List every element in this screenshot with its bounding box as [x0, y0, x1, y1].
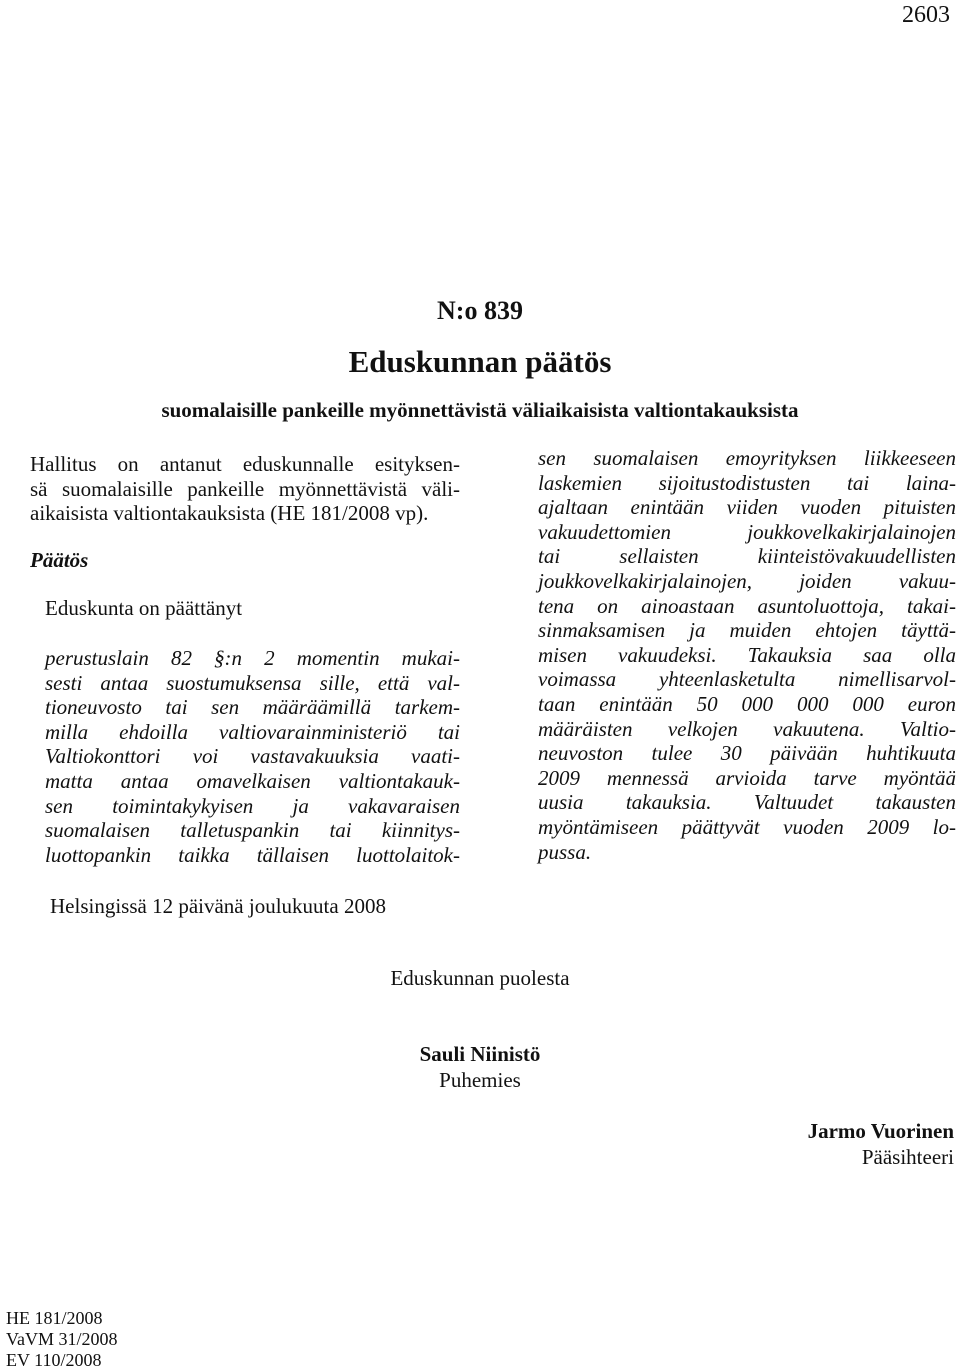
page-number: 2603	[902, 2, 950, 28]
text-line: tena on ainoastaan asuntoluottoja, takai-	[538, 593, 956, 618]
text-line: vakuudettomien joukkovelkakirjalainojen	[538, 519, 956, 544]
text-line: pussa.	[538, 839, 592, 864]
text-line: tai sellaisten kiinteistövakuudellisten	[538, 544, 956, 569]
secretary-signature-block	[808, 1118, 954, 1170]
text-line: Valtiokonttori voi vastavakuuksia vaati-	[45, 744, 460, 769]
text-line: neuvoston tulee 30 päivään huhtikuuta	[538, 741, 956, 766]
text-line: joukkovelkakirjalainojen, joiden vakuu-	[538, 568, 956, 593]
text-line: perustuslain 82 §:n 2 momentin mukai-	[45, 646, 460, 670]
intro-line: aikaisista valtiontakauksista (HE 181/2008 vp).	[30, 501, 429, 526]
section-heading: Päätös	[30, 548, 89, 572]
text-line: tioneuvosto tai sen määräämillä tarkem-	[45, 695, 460, 720]
reference: VaVM 31/2008	[6, 1329, 118, 1349]
text-line: 2009 mennessä arvioida tarve myöntää	[538, 765, 956, 790]
text-line: milla ehdoilla valtiovarainministeriö tai	[45, 719, 460, 744]
text-line: luottopankin taikka tällaisen luottolaitok-	[45, 842, 460, 867]
text-line: sinmaksamisen ja muiden ehtojen täyttä-	[538, 618, 956, 643]
on-behalf-of: Eduskunnan puolesta	[390, 966, 570, 990]
document-references	[6, 1308, 118, 1371]
speaker-name: Sauli Niinistö	[419, 1042, 541, 1066]
document-number: N:o 839	[437, 296, 523, 325]
decision-statement: Eduskunta on päättänyt	[45, 596, 243, 620]
decision-text-left-column	[45, 646, 460, 867]
intro-line: sä suomalaisille pankeille myönnettävistä väli-	[30, 476, 460, 501]
text-line: ajaltaan enintään viiden vuoden pituisten	[538, 495, 956, 520]
decision-text-right-column	[538, 446, 956, 864]
reference: HE 181/2008	[6, 1308, 103, 1328]
intro-paragraph	[30, 452, 460, 526]
document-title: Eduskunnan päätös	[348, 344, 612, 379]
reference: EV 110/2008	[6, 1350, 102, 1370]
text-line: sesti antaa suostumuksensa sille, että val-	[45, 670, 460, 695]
secretary-name: Jarmo Vuorinen	[807, 1119, 954, 1143]
text-line: taan enintään 50 000 000 000 euron	[538, 691, 956, 716]
text-line: myöntämiseen päättyvät vuoden 2009 lo-	[538, 814, 956, 839]
text-line: määräisten velkojen vakuutena. Valtio-	[538, 716, 956, 741]
text-line: sen toimintakykyisen ja vakavaraisen	[45, 793, 460, 818]
text-line: misen vakuudeksi. Takauksia saa olla	[538, 642, 956, 667]
place-and-date: Helsingissä 12 päivänä joulukuuta 2008	[50, 894, 386, 918]
text-line: voimassa yhteenlasketulta nimellisarvol-	[538, 667, 956, 692]
text-line: suomalaisen talletuspankin tai kiinnitys-	[45, 818, 460, 843]
text-line: laskemien sijoitustodistusten tai laina-	[538, 470, 956, 495]
intro-line: Hallitus on antanut eduskunnalle esityksen-	[30, 452, 460, 476]
text-line: uusia takauksia. Valtuudet takausten	[538, 790, 956, 815]
document-subtitle: suomalaisille pankeille myönnettävistä väliaikaisista valtiontakauksista	[161, 398, 799, 422]
secretary-title: Pääsihteeri	[861, 1145, 954, 1169]
text-line: sen suomalaisen emoyrityksen liikkeeseen	[538, 446, 956, 470]
text-line: matta antaa omavelkaisen valtiontakauk-	[45, 768, 460, 793]
speaker-title: Puhemies	[439, 1068, 521, 1092]
